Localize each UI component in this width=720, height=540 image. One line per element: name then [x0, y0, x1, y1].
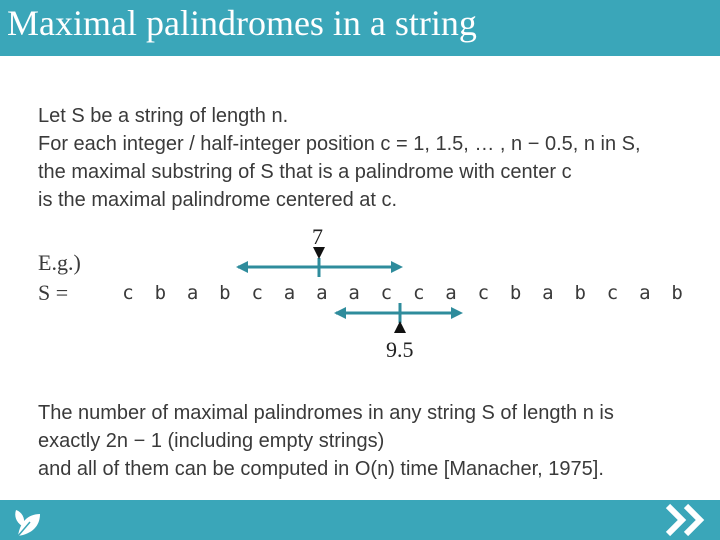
center-marker-up-icon [394, 321, 406, 333]
summary-paragraph [38, 399, 614, 483]
string-char: b [671, 282, 683, 304]
double-chevron-right-icon[interactable] [660, 500, 720, 540]
slide-title: Maximal palindromes in a string [7, 3, 477, 43]
leaf-logo-icon [15, 510, 40, 536]
arrow-head-left-bottom [334, 307, 346, 319]
footer-bar [0, 500, 720, 540]
string-char: c [251, 282, 263, 304]
summary-line-3: and all of them can be computed in O(n) time [Manacher, 1975]. [38, 458, 604, 480]
arrow-head-left-top [236, 261, 248, 273]
example-label: E.g.) [38, 250, 81, 275]
string-char: c [606, 282, 619, 304]
string-char: a [348, 282, 360, 304]
string-char: b [509, 282, 522, 304]
string-char: c [412, 282, 425, 304]
string-char: b [219, 282, 231, 304]
string-char: a [283, 282, 296, 304]
string-char: c [122, 282, 134, 304]
summary-line-2: exactly 2n − 1 (including empty strings) [38, 430, 385, 452]
intro-line-3: the maximal substring of S that is a palindrome with center c [38, 161, 572, 183]
string-char: c [477, 282, 490, 304]
string-char: a [316, 282, 328, 304]
intro-line-1: Let S be a string of length n. [38, 105, 289, 127]
string-char: a [445, 282, 457, 304]
arrow-head-right-top [391, 261, 403, 273]
string-char: c [380, 282, 393, 304]
summary-line-1: The number of maximal palindromes in any string S of length n is [38, 402, 614, 424]
string-char: a [639, 282, 651, 304]
center-label-top: 7 [312, 224, 323, 249]
intro-line-4: is the maximal palindrome centered at c. [38, 189, 398, 211]
string-char: a [542, 282, 554, 304]
arrow-head-right-bottom [451, 307, 463, 319]
center-label-bottom: 9.5 [386, 337, 414, 362]
intro-line-2: For each integer / half-integer position c = 1, 1.5, … , n − 0.5, n in S, [38, 133, 641, 155]
string-char: b [574, 282, 586, 304]
string-char: a [186, 282, 199, 304]
string-label: S = [38, 280, 69, 305]
string-char: b [154, 282, 167, 304]
